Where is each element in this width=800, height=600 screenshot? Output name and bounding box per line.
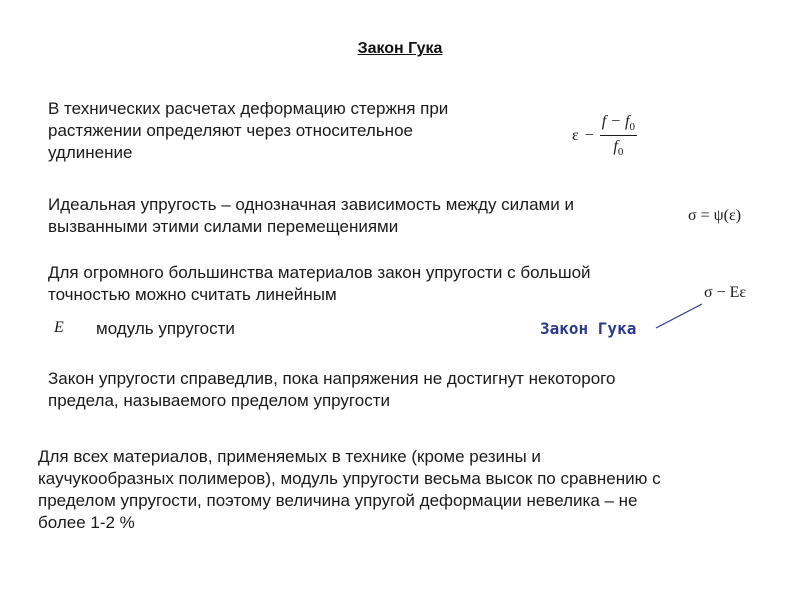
formula-fraction bbox=[600, 113, 637, 158]
text-line: растяжении определяют через относительное bbox=[48, 121, 413, 140]
text-line: В технических расчетах деформацию стержня при bbox=[48, 99, 449, 118]
hooke-law-label: Закон Гука bbox=[540, 319, 637, 338]
label-modulus: модуль упругости bbox=[96, 319, 235, 338]
paragraph-elastic-limit bbox=[48, 368, 615, 412]
paragraph-materials bbox=[38, 446, 661, 534]
text-line: более 1-2 % bbox=[38, 513, 135, 532]
formula-strain bbox=[572, 113, 637, 158]
paragraph-linear-law bbox=[48, 262, 591, 306]
formula-operator: − bbox=[584, 126, 594, 144]
text-line: Для огромного большинства материалов закон упругости с большой bbox=[48, 263, 591, 282]
arrow-line bbox=[650, 296, 710, 336]
text-line: предела, называемого пределом упругости bbox=[48, 391, 390, 410]
formula-hooke: σ − Eε bbox=[704, 284, 747, 301]
paragraph-ideal-elasticity bbox=[48, 194, 574, 238]
text-line: точностью можно считать линейным bbox=[48, 285, 337, 304]
text-line: Идеальная упругость – однозначная зависимость между силами и bbox=[48, 195, 574, 214]
formula-numerator: $f - f_0$ bbox=[600, 113, 637, 136]
symbol-e: E bbox=[54, 319, 64, 336]
formula-epsilon: ε bbox=[572, 126, 579, 144]
text-line: каучукообразных полимеров), модуль упругости весьма высок по сравнению с bbox=[38, 469, 661, 488]
text-line: Закон упругости справедлив, пока напряжения не достигнут некоторого bbox=[48, 369, 616, 388]
page-title: Закон Гука bbox=[357, 40, 443, 57]
text-line: удлинение bbox=[48, 143, 133, 162]
formula-denominator: $f_0$ bbox=[613, 138, 624, 159]
paragraph-strain-definition bbox=[48, 98, 448, 164]
text-line: пределом упругости, поэтому величина упругой деформации невелика – не bbox=[38, 491, 638, 510]
text-line: Для всех материалов, применяемых в технике (кроме резины и bbox=[38, 447, 541, 466]
formula-sigma-psi: σ = ψ(ε) bbox=[688, 207, 742, 224]
text-line: вызванными этими силами перемещениями bbox=[48, 217, 399, 236]
